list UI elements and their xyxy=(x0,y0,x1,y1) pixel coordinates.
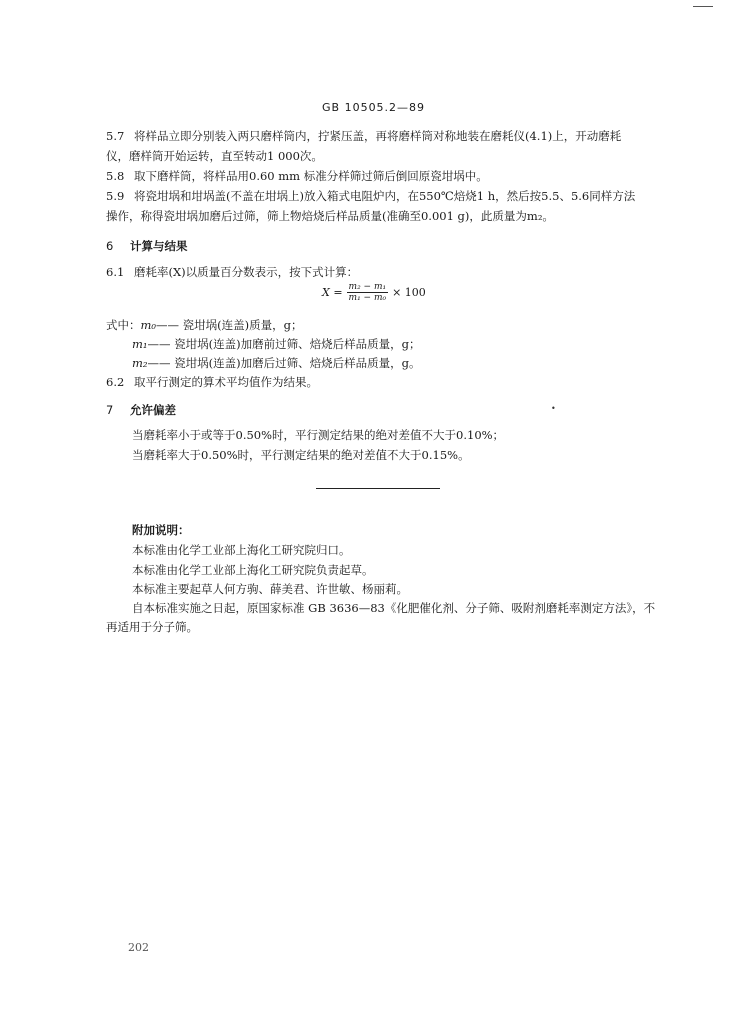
formula-denominator: m₁ − m₀ xyxy=(348,293,387,303)
var-description: —— 瓷坩埚(连盖)加磨前过筛、焙烧后样品质量，g； xyxy=(147,337,421,351)
abrasion-formula xyxy=(322,282,426,303)
var-symbol: m₂ xyxy=(132,356,148,370)
where-prefix: 式中： xyxy=(106,318,141,332)
section-divider xyxy=(316,488,440,489)
note-line: 自本标准实施之日起，原国家标准 GB 3636—83《化肥催化剂、分子筛、吸附剂磨耗率测定方法》，不 xyxy=(132,601,656,615)
var-description: —— 瓷坩埚(连盖)质量，g； xyxy=(156,318,303,332)
item-text: 磨耗率(X)以质量百分数表示，按下式计算： xyxy=(134,265,359,279)
note-line-cont: 再适用于分子筛。 xyxy=(106,620,198,634)
section-6-heading xyxy=(106,238,188,254)
section-number: 6 xyxy=(106,239,114,253)
item-number: 6.2 xyxy=(106,375,125,389)
formula-rhs: × 100 xyxy=(392,286,426,299)
where-line-m1 xyxy=(132,336,421,352)
step-5-7 xyxy=(106,128,621,144)
tolerance-line-1: 当磨耗率小于或等于0.50%时，平行测定结果的绝对差值不大于0.10%； xyxy=(132,428,505,442)
note-line: 本标准主要起草人何方驹、薛美君、许世敏、杨丽莉。 xyxy=(132,582,408,596)
note-line: 本标准由化学工业部上海化工研究院归口。 xyxy=(132,543,351,557)
step-5-9-cont: 操作，称得瓷坩埚加磨后过筛，筛上物焙烧后样品质量(准确至0.001 g)，此质量为m₂。 xyxy=(106,209,554,223)
var-symbol: m₀ xyxy=(140,318,157,332)
item-6-1 xyxy=(106,264,358,280)
section-title: 计算与结果 xyxy=(130,239,188,253)
item-6-2 xyxy=(106,374,318,390)
step-5-9 xyxy=(106,188,635,204)
scan-dot: • xyxy=(551,404,556,413)
step-text: 将瓷坩埚和坩埚盖(不盖在坩埚上)放入箱式电阻炉内，在550℃焙烧1 h，然后按5.5、5.6同样方法 xyxy=(134,189,636,203)
formula-fraction xyxy=(347,282,389,303)
section-number: 7 xyxy=(106,403,114,417)
page-number: 202 xyxy=(128,941,149,954)
note-line: 本标准由化学工业部上海化工研究院负责起草。 xyxy=(132,563,374,577)
step-number: 5.9 xyxy=(106,189,125,203)
standard-code-header: GB 10505.2—89 xyxy=(322,101,426,114)
step-number: 5.8 xyxy=(106,169,125,183)
step-5-7-cont: 仪，磨样筒开始运转，直至转动1 000次。 xyxy=(106,149,323,163)
step-text: 取下磨样筒，将样品用0.60 mm 标准分样筛过筛后倒回原瓷坩埚中。 xyxy=(134,169,488,183)
section-title: 允许偏差 xyxy=(130,403,176,417)
step-5-8 xyxy=(106,168,488,184)
var-symbol: m₁ xyxy=(132,337,148,351)
item-number: 6.1 xyxy=(106,265,125,279)
item-text: 取平行测定的算术平均值作为结果。 xyxy=(134,375,318,389)
step-number: 5.7 xyxy=(106,129,125,143)
additional-notes-title: 附加说明： xyxy=(132,523,190,537)
scan-mark xyxy=(693,6,713,7)
step-text: 将样品立即分别装入两只磨样筒内，拧紧压盖，再将磨样筒对称地装在磨耗仪(4.1)上，开动磨耗 xyxy=(134,129,622,143)
where-line-m2 xyxy=(132,355,421,371)
tolerance-line-2: 当磨耗率大于0.50%时，平行测定结果的绝对差值不大于0.15%。 xyxy=(132,448,470,462)
formula-lhs: X = xyxy=(322,286,343,299)
section-7-heading xyxy=(106,402,176,418)
var-description: —— 瓷坩埚(连盖)加磨后过筛、焙烧后样品质量，g。 xyxy=(147,356,421,370)
formula-numerator: m₂ − m₁ xyxy=(348,282,387,292)
where-line-m0 xyxy=(106,317,303,333)
